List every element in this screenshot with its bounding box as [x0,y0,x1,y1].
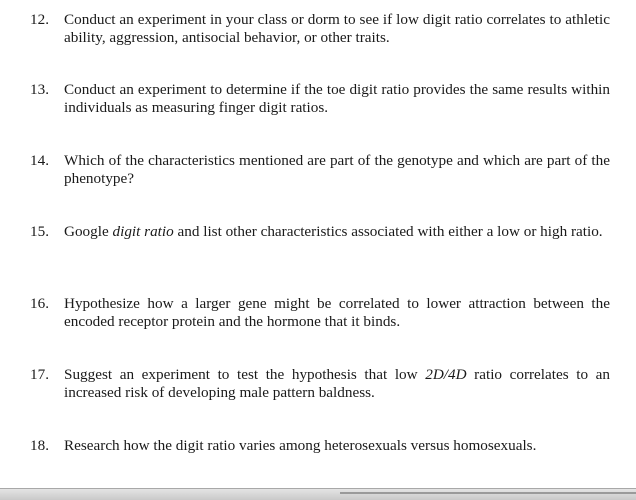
question-text [64,223,610,241]
question-text: Conduct an experiment in your class or dorm to see if low digit ratio correlates to athletic ability, aggression, antisocial behavior, or other traits. [64,11,610,46]
horizontal-scrollbar[interactable] [340,492,636,494]
question-number: 12. [30,11,49,28]
question-text-part: ratio correlates to an increased risk of developing male pattern baldness. [64,366,610,401]
question-13 [30,81,610,117]
window-bottom-edge [0,488,636,500]
question-17 [30,366,610,402]
question-15 [30,223,610,241]
italic-term: digit ratio [112,223,174,240]
question-text: Which of the characteristics mentioned are part of the genotype and which are part of the phenotype? [64,152,610,187]
question-text: Hypothesize how a larger gene might be correlated to lower attraction between the encoded receptor protein and the hormone that it binds. [64,295,610,330]
question-number: 17. [30,366,49,383]
question-text: Research how the digit ratio varies among heterosexuals versus homosexuals. [64,437,537,454]
question-text [64,366,610,402]
question-text-part: Google [64,223,113,240]
question-14 [30,152,610,188]
question-16 [30,295,610,331]
question-text-part: and list other characteristics associated with either a low or high ratio. [173,223,603,240]
question-12 [30,11,610,47]
question-text: Conduct an experiment to determine if the toe digit ratio provides the same results within individuals as measuring finger digit ratios. [64,81,610,116]
question-number: 18. [30,437,49,454]
question-text-part: Suggest an experiment to test the hypothesis that low [64,366,426,383]
question-number: 15. [30,223,49,240]
question-18 [30,437,610,455]
question-number: 16. [30,295,49,312]
question-number: 13. [30,81,49,98]
question-number: 14. [30,152,49,169]
italic-term: 2D/4D [425,366,467,383]
